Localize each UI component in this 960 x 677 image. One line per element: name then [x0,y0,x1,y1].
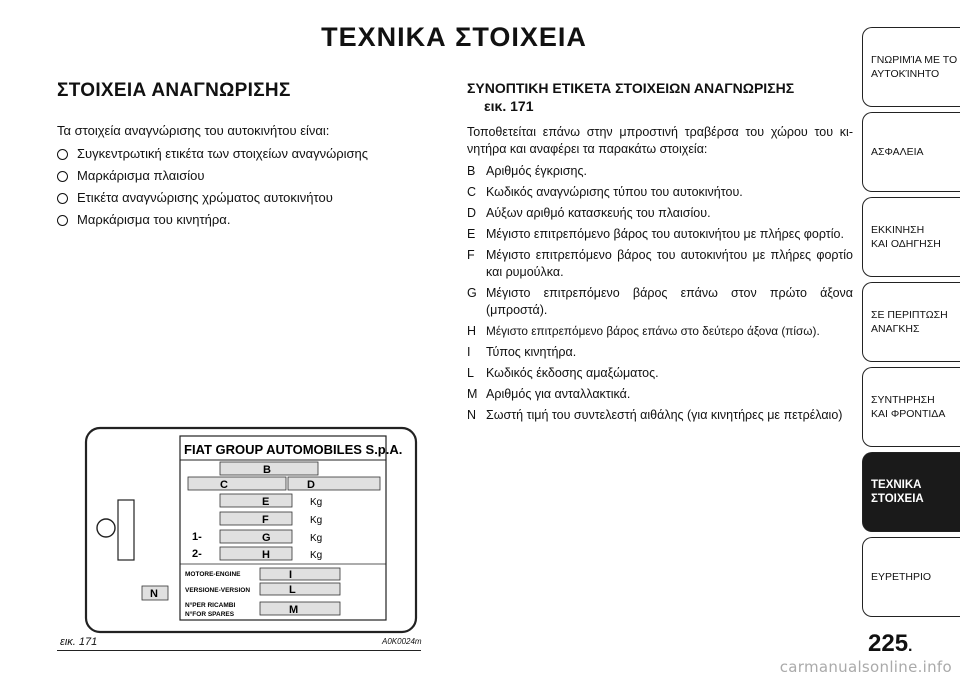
definition-item: N Σωστή τιμή του συντελεστή αιθάλης (για κινητήρες με πετρέλαιο) [467,408,843,422]
svg-text:F: F [262,514,269,526]
svg-text:Kg: Kg [310,533,323,544]
field-f [220,512,292,525]
watermark: carmanualsonline.info [779,658,952,676]
list-item: Μαρκάρισμα του κινητήρα. [57,209,427,231]
svg-text:N°PER RICAMBI: N°PER RICAMBI [185,602,236,609]
svg-text:I: I [289,569,293,581]
section-heading: ΣΤΟΙΧΕΙΑ ΑΝΑΓΝΩΡΙΣΗΣ [57,80,291,101]
left-mount-hole [97,519,115,537]
svg-text:Kg: Kg [310,497,323,508]
section-intro: Τα στοιχεία αναγνώρισης του αυτοκινήτου είναι: [57,123,330,138]
circle-bullet-icon [57,193,68,204]
field-i [260,568,340,580]
field-d [288,477,380,490]
definition-item: D Αύξων αριθμό κατασκευής του πλαισίου. [467,206,711,220]
figure-code: A0K0024m [382,637,422,646]
summary-label-section [467,79,853,428]
list-item: Μαρκάρισμα πλαισίου [57,165,427,187]
field-g [220,530,292,543]
svg-text:VERSIONE-VERSION: VERSIONE-VERSION [185,587,251,594]
caption-divider [57,650,421,651]
identification-plate-figure [84,426,418,634]
svg-text:2-: 2- [192,548,202,560]
list-item: Συγκεντρωτική ετικέτα των στοιχείων αναγνώρισης [57,143,427,165]
circle-bullet-icon [57,149,68,160]
svg-text:1-: 1- [192,531,202,543]
page-title: ΤΕΧΝΙΚΑ ΣΤΟΙΧΕΙΑ [321,22,587,52]
definition-item: C Κωδικός αναγνώρισης τύπου του αυτοκινήτου. [467,185,743,199]
definition-list [467,163,853,424]
definition-item: L Κωδικός έκδοσης αμαξώματος. [467,366,659,380]
svg-text:L: L [289,584,296,596]
field-l [260,583,340,595]
tab-safety[interactable]: ΑΣΦΑΛΕΙΑ [862,112,960,192]
tab-index[interactable]: ΕΥΡΕΤΗΡΙΟ [862,537,960,617]
tab-getting-to-know[interactable]: ΓΝΩΡΙΜΊΑ ΜΕ ΤΟ ΑΥΤΟΚΊΝΗΤΟ [862,27,960,107]
field-h [220,547,292,560]
svg-text:Kg: Kg [310,515,323,526]
circle-bullet-icon [57,171,68,182]
definition-item: M Αριθμός για ανταλλακτικά. [467,387,631,401]
svg-text:H: H [262,549,270,561]
field-m [260,602,340,615]
definition-item: H Μέγιστο επιτρεπόμενο βάρος επάνω στο δεύτερο άξονα (πίσω). [467,324,820,338]
svg-text:C: C [220,479,228,491]
figure-caption: εικ. 171 [60,636,98,648]
svg-text:Kg: Kg [310,550,323,561]
definition-item: E Μέγιστο επιτρεπόμενο βάρος του αυτοκινήτου με πλήρες φορτίο. [467,227,844,241]
svg-text:D: D [307,479,315,491]
tab-maintenance[interactable]: ΣΥΝΤΗΡΗΣΗ ΚΑΙ ΦΡΟΝΤΙΔΑ [862,367,960,447]
svg-text:G: G [262,532,271,544]
label-header: FIAT GROUP AUTOMOBILES S.p.A. [184,442,403,457]
identification-section [57,80,427,231]
circle-bullet-icon [57,215,68,226]
section-intro: Τοποθετείται επάνω στην μπροστινή τραβέρσα του χώρου του κι-νητήρα και αναφέρει τα παρακάτω στοιχεία: [467,125,853,156]
svg-text:B: B [263,464,271,476]
field-c [188,477,286,490]
svg-text:M: M [289,604,299,616]
tab-starting-driving[interactable]: ΕΚΚΙΝΗΣΗ ΚΑΙ ΟΔΗΓΗΣΗ [862,197,960,277]
svg-text:N°FOR SPARES: N°FOR SPARES [185,611,235,618]
svg-text:MOTORE-ENGINE: MOTORE-ENGINE [185,571,241,578]
definition-item: G Μέγιστο επιτρεπόμενο βάρος επάνω στον πρώτο άξονα (μπροστά). [467,286,853,317]
field-e [220,494,292,507]
list-item: Ετικέτα αναγνώρισης χρώματος αυτοκινήτου [57,187,427,209]
tab-emergency[interactable]: ΣΕ ΠΕΡΙΠΤΩΣΗ ΑΝΑΓΚΗΣ [862,282,960,362]
plate-inner [118,500,134,560]
chapter-tabs [862,27,960,622]
section-heading: ΣΥΝΟΠΤΙΚΗ ΕΤΙΚΕΤΑ ΣΤΟΙΧΕΙΩΝ ΑΝΑΓΝΩΡΙΣΗΣ εικ. 171 [467,80,795,114]
definition-item: I Τύπος κινητήρα. [467,345,577,359]
svg-text:N: N [150,588,158,600]
page-number: 225. [868,630,913,657]
tab-technical-data[interactable]: ΤΕΧΝΙΚΑ ΣΤΟΙΧΕΙΑ [862,452,960,532]
svg-text:E: E [262,496,270,508]
definition-item: B Αριθμός έγκρισης. [467,164,587,178]
definition-item: F Μέγιστο επιτρεπόμενο βάρος του αυτοκινήτου με πλήρες φορτίο και ρυμούλκα. [467,248,853,279]
identification-list [57,143,427,231]
